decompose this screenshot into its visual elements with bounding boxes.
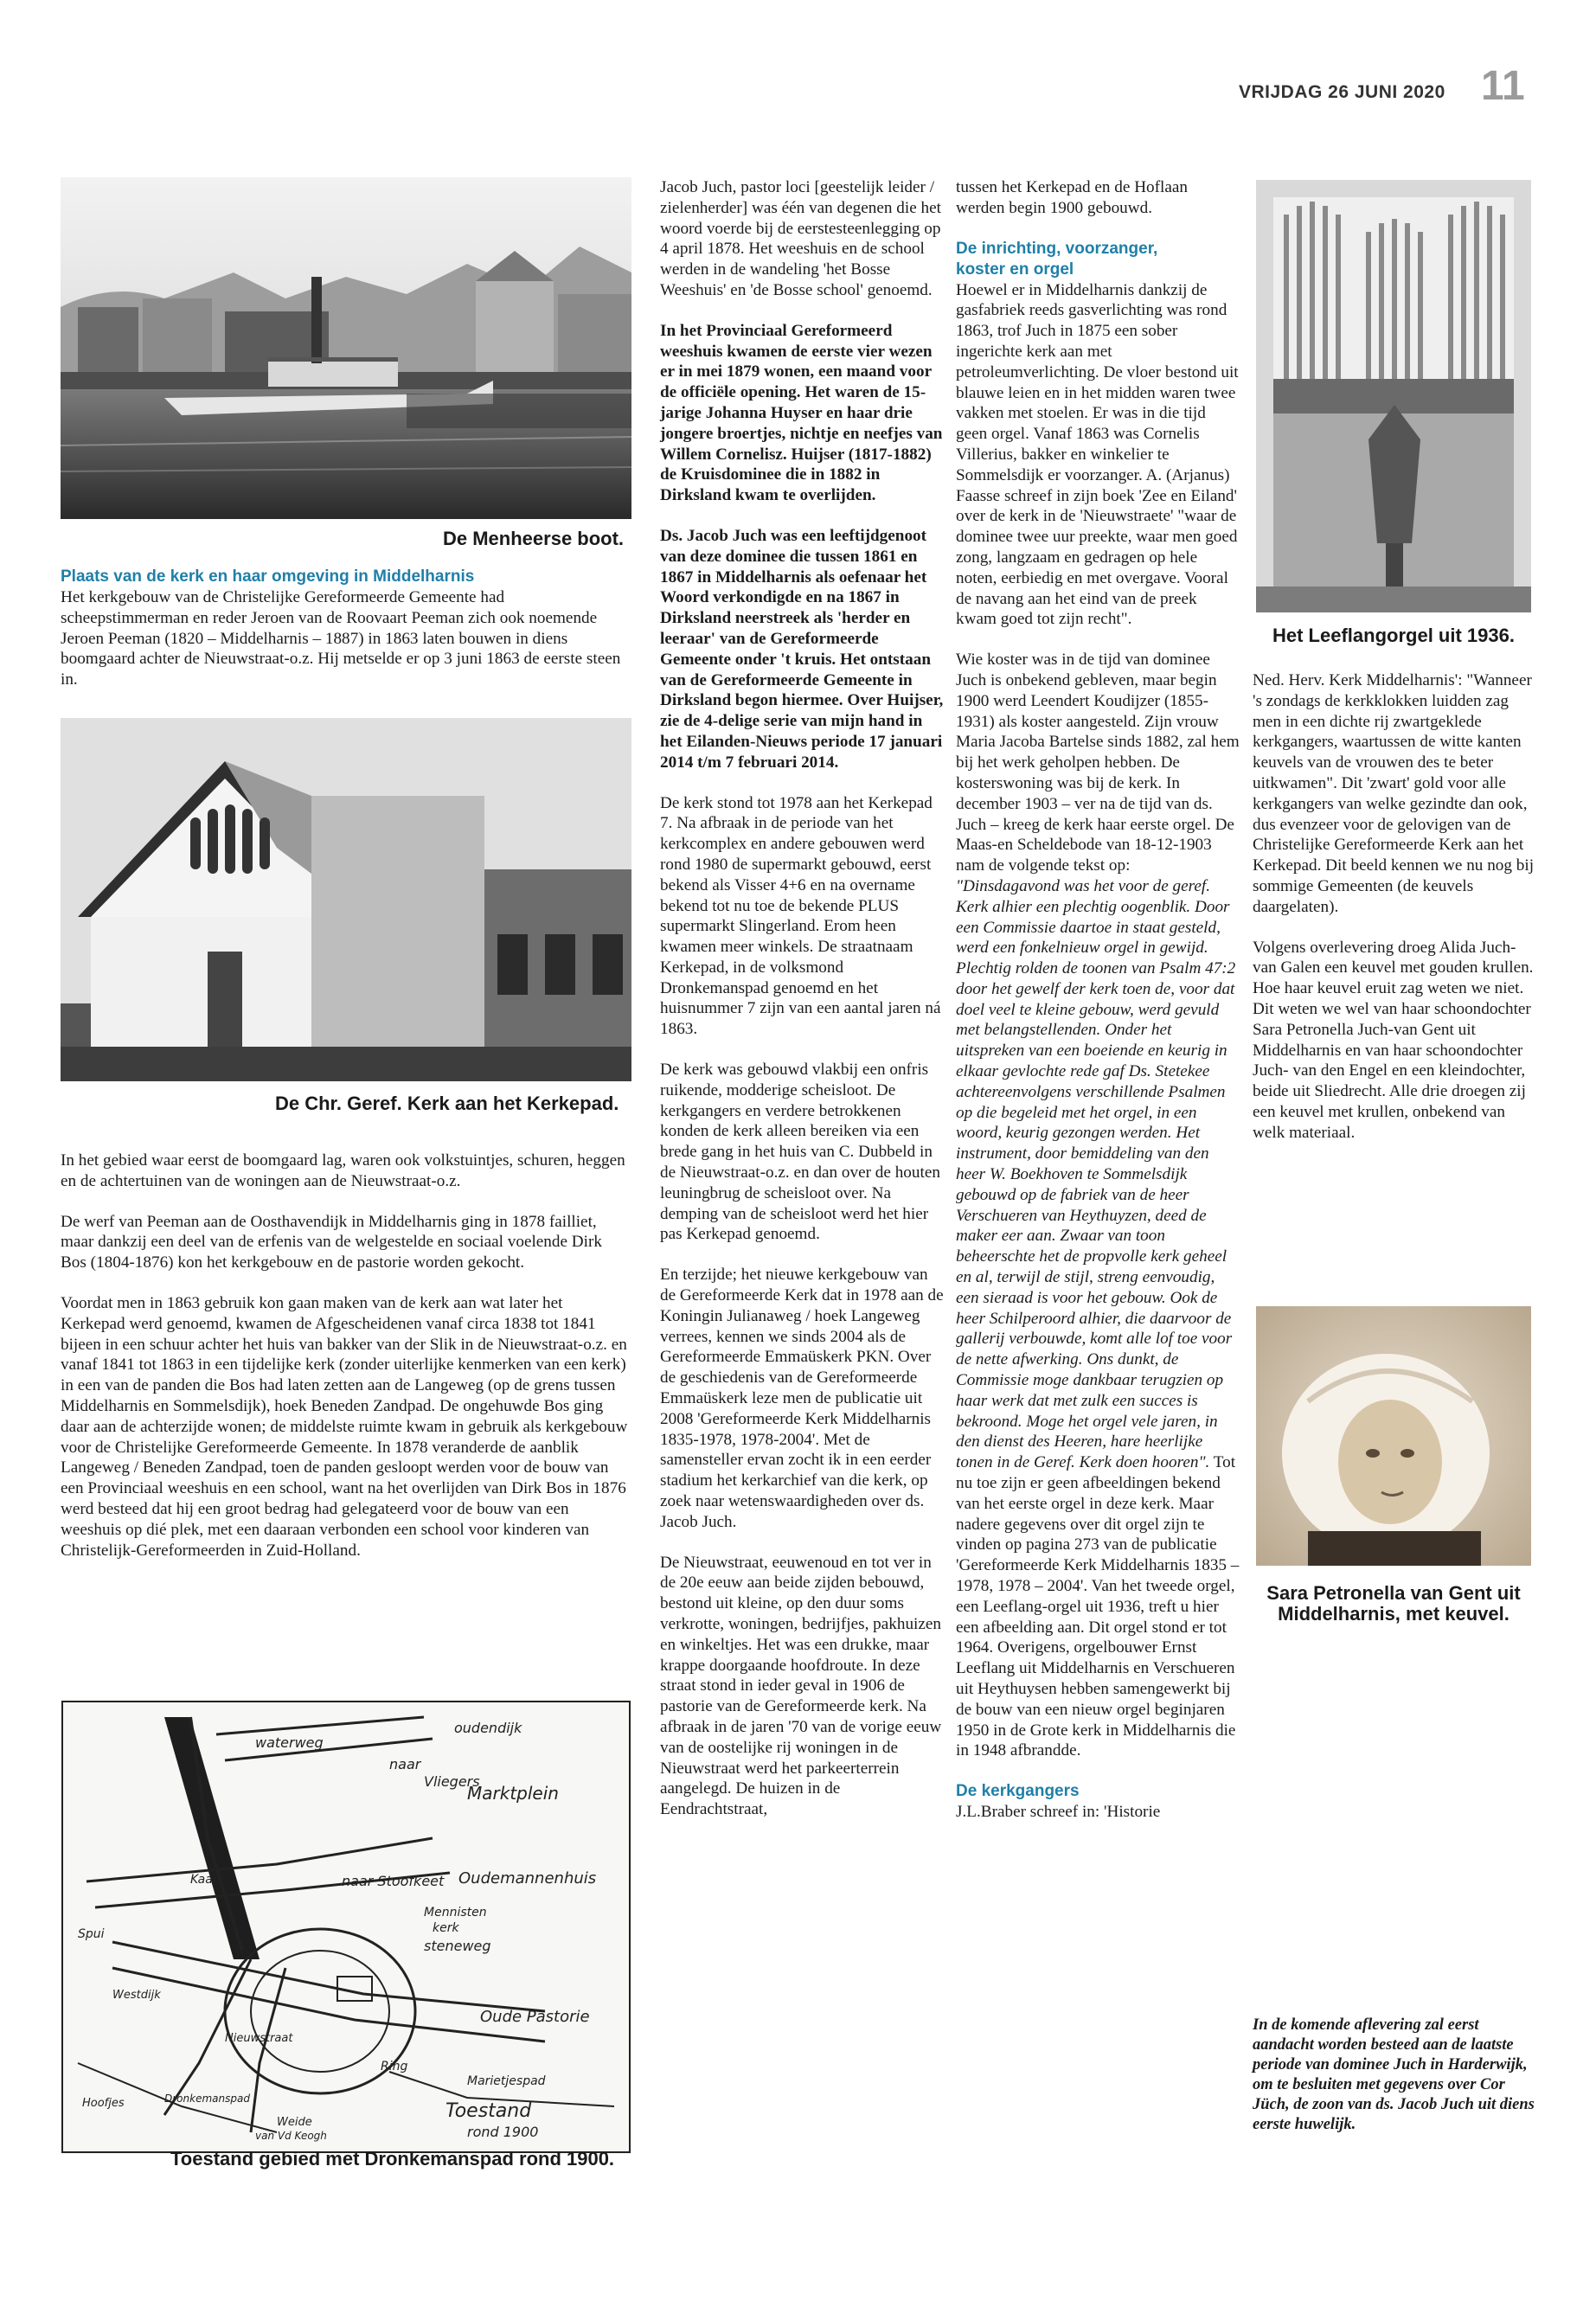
column-1-intro (61, 567, 630, 710)
quote-italic: "Dinsdagavond was het voor de geref. Kerk alhier een plechtig oogenblik. Door een Commissie daartoe in staat gesteld, werd een fonkelnieuw orgel in gewijd. Plechtig rolden de toonen van Psalm 47:2 door het gewelf der kerk toen de, voor dat doel veel te kleine gebouw, werd gevuld met belangstellenden. Onder het uitspreken van een boeiende en keurig in elkaar gevlochte rede gaf Ds. Stetekee achtereenvolgens verschillende Psalmen op die begeleid met het orgel, in een woord, keurig gezongen werden. Het instrument, door bemiddeling van den heer W. Boekhoven te Sommelsdijk gebouwd op de fabriek van de heer Verschueren van Heythuyzen, deed de maker eer aan. Zwaar van toon beheerschte het de propvolle kerk geheel en al, terwijl de stijl, streng eenvoudig, een sieraad is voor het gebouw. Ook de heer Schilperoord alhier, die daarvoor de gallerij verbouwde, komt alle lof toe voor de nette afwerking. Ons dunkt, de Commissie moge dankbaar terugzien op haar werk dat met zulk een succes is bekroond. Moge het orgel vele jaren, in den dienst des Heeren, hare heerlijke tonen in de Geref. Kerk doen hooren". (956, 876, 1236, 1472)
map-label-nieuwstraat: Nieuwstraat (225, 2032, 293, 2045)
paragraph: Wie koster was in de tijd van dominee Juch is onbekend gebleven, maar begin 1900 werd Leendert Koudijzer (1855-1931) als koster aangesteld. Zijn vrouw Maria Jacoba Bartelse sinds 1882, zal hem bij het werk geholpen hebben. De kosterswoning was bij de kerk. In december 1903 – ver na de tijd van ds. Juch – kreeg de kerk haar eerste orgel. De Maas-en Scheldebode van 18-12-1903 nam de volgende tekst op: (956, 651, 1240, 875)
paragraph: En terzijde; het nieuwe kerkgebouw van de Gereformeerde Kerk dat in 1978 aan de Koningin Julianaweg / hoek Langeweg verrees, kennen we sinds 2004 als de Gereformeerde Emmaüskerk PKN. Over de geschiedenis van de Gereformeerde Emmaüskerk leze men de publicatie uit 2008 'Gereformeerde Kerk Middelharnis 1835-1978, 1978-2004'. Met de samensteller ervan zocht ik in een eerder stadium het kerkarchief van die kerk, op zoek naar wetenswaardigheden over ds. Jacob Juch. (660, 1266, 944, 1531)
map-label-oudendijk: oudendijk (454, 1720, 522, 1736)
map-label-kaai: Kaai (190, 1873, 216, 1887)
paragraph-bold: Ds. Jacob Juch was een leeftijdgenoot van deze dominee die tussen 1861 en 1867 in Middelharnis als oefenaar het Woord verkondigde en na 1867 in Dirksland neerstreek als 'herder en leeraar' van de Gereformeerde Gemeente onder 't kruis. Het ontstaan van de Gereformeerde Gemeente in Dirksland begon hiermee. Over Huijser, zie de 4-delige serie van mijn hand in het Eilanden-Nieuws periode 17 januari 2014 t/m 7 februari 2014. (660, 526, 944, 772)
map-label-weide: Weide (277, 2116, 312, 2129)
map-label-kerk: kerk (433, 1921, 459, 1935)
map-label-year: rond 1900 (467, 2124, 539, 2140)
map-label-owner: van Vd Keogh (255, 2130, 327, 2142)
paragraph: De Nieuwstraat, eeuwenoud en tot ver in de 20e eeuw aan beide zijden bebouwd, bestond uit kleine, op den duur soms verkrotte, woningen, bedrijfjes, pakhuizen en winkeltjes. Het was een drukke, maar krappe doorgaande hoofdroute. In deze straat stond in ieder geval in 1906 de pastorie van de Gereformeerde kerk. Na afbraak in de jaren '70 van de vorige eeuw van de oostelijke rij woningen in de Nieuwstraat werd het parkeerterrein aangelegd. De huizen in de Eendrachtstraat, (660, 1553, 942, 1819)
map-label-oude-pastorie: Oude Pastorie (480, 2008, 590, 2026)
map-label-dronkemanspad: Dronkemanspad (164, 2093, 250, 2105)
map-label-toestand: Toestand (445, 2100, 532, 2122)
church-photo (61, 718, 631, 1081)
column-1-body (61, 1150, 630, 1580)
map-label-naar: naar (389, 1756, 421, 1772)
boat-caption: De Menheerse boot. (443, 528, 625, 549)
section-heading-kerkgangers: De kerkgangers (956, 1782, 1080, 1801)
section-heading-inrichting: De inrichting, voorzanger, (956, 239, 1158, 258)
church-caption: De Chr. Geref. Kerk aan het Kerkepad. (275, 1093, 619, 1114)
paragraph: Hoewel er in Middelharnis dankzij de gasfabriek reeds gasverlichting was rond 1863, trof Juch in 1875 een sober ingerichte kerk aan met petroleumverlichting. De vloer bestond uit blauwe leien en in het midden waren twee vakken met stoelen. Er was in die tijd geen orgel. Vanaf 1863 was Cornelis Villerius, bakker en winkelier te Sommelsdijk er voorzanger. A. (Arjanus) Faasse schreef in zijn boek 'Zee en Eiland' over de kerk in de 'Nieuwstraete' "waar de dominee twee uur preekte, waar men goed zong, langzaam en gedragen op hele noten, eerbiedig en met overgave. Vooral de navang aan het eind van de preek kwam goed tot zijn recht". (956, 280, 1239, 629)
map-sketch (61, 1700, 631, 2154)
paragraph: Jacob Juch, pastor loci [geestelijk leider / zielenherder] was één van degenen die het woord voerde bij de eerstesteenlegging op 4 april 1878. Het weeshuis en de school werden in de wandeling 'het Bosse Weeshuis' en 'de Bosse school' genoemd. (660, 178, 941, 299)
column-3 (956, 177, 1240, 1843)
map-caption: Toestand gebied met Dronkemanspad rond 1900. (170, 2148, 615, 2170)
issue-date: VRIJDAG 26 JUNI 2020 (1239, 82, 1445, 102)
map-label-westdijk: Westdijk (112, 1989, 161, 2002)
portrait-caption (1256, 1583, 1531, 1625)
paragraph: J.L.Braber schreef in: 'Historie (956, 1803, 1161, 1822)
portrait-caption-line-2: Middelharnis, met keuvel. (1278, 1603, 1509, 1625)
column-2 (660, 177, 944, 1840)
paragraph: In het gebied waar eerst de boomgaard lag, waren ook volkstuintjes, schuren, heggen en de achtertuinen van de woningen aan de Nieuwstraat-o.z. (61, 1151, 625, 1190)
paragraph: Ned. Herv. Kerk Middelharnis': "Wanneer 's zondags de kerkklokken luidden zag men in een dichte rij zwartgeklede kerkgangers, waartussen de witte kanten keuvels van de vrouwen des te beter uitkwamen". Dit 'zwart' gold voor alle kerkgangers van welke gezindte dan ook, dus evenzeer voor de gelovigen van de Christelijke Gereformeerde Kerk aan het Kerkepad. Dit beeld kennen we nu nog bij sommige Gemeenten (de keuvels daargelaten). (1253, 671, 1535, 916)
paragraph-cont: Tot nu toe zijn er geen afbeeldingen bekend van het eerste orgel in deze kerk. Maar nadere gegevens over dit orgel zijn te vinden op pagina 273 van de publicatie 'Gereformeerde Kerk Middelharnis 1835 – 1978, 1978 – 2004'. Van het tweede orgel, een Leeflang-orgel uit 1936, treft u hier een afbeelding aan. Dit orgel stond er tot 1964. Overigens, orgelbouwer Ernst Leeflang uit Middelharnis en Verschueren uit Heythuysen hebben samengewerkt bij de bouw van een nieuw orgel beginjaren 1950 in de Grote kerk in Middelharnis die in 1948 afbrandde. (956, 1453, 1240, 1760)
paragraph: tussen het Kerkepad en de Hoflaan werden begin 1900 gebouwd. (956, 178, 1188, 217)
paragraph: Het kerkgebouw van de Christelijke Gereformeerde Gemeente had scheepstimmerman en reder Jeroen van de Roovaart Peeman zich ook noemende Jeroen Peeman (1820 – Middelharnis – 1887) in 1863 laten bouwen in diens boomgaard achter de Nieuwstraat-o.z. Hij metselde er op 3 juni 1863 de eerste steen in. (61, 588, 621, 689)
column-4 (1253, 670, 1538, 1163)
section-heading-location: Plaats van de kerk en haar omgeving in Middelharnis (61, 567, 475, 586)
organ-photo (1256, 180, 1531, 612)
map-label-waterweg: waterweg (255, 1734, 324, 1751)
map-label-vliegers: Vliegers (424, 1773, 480, 1790)
boat-photo (61, 177, 631, 519)
portrait-caption-line-1: Sara Petronella van Gent uit (1266, 1582, 1521, 1604)
map-label-marktplein: Marktplein (467, 1783, 559, 1804)
map-label-stoofkeet: naar Stoofkeet (342, 1873, 445, 1889)
section-heading-inrichting-cont: koster en orgel (956, 260, 1074, 279)
map-label-spui: Spui (78, 1927, 105, 1941)
paragraph-bold: In het Provinciaal Gereformeerd weeshuis kwamen de eerste vier wezen er in mei 1879 wonen, een maand voor de officiële opening. Het waren de 15-jarige Johanna Huyser en haar drie jongere broertjes, nichtje en neefjes van Willem Cornelisz. Huijser (1817-1882) de Kruisdominee die in 1882 in Dirksland kwam te overlijden. (660, 321, 943, 505)
map-label-marietjespad: Marietjespad (467, 2074, 546, 2088)
map-label-mennisten: Mennisten (424, 1906, 487, 1920)
closing-note: In de komende aflevering zal eerst aandacht worden besteed aan de laatste periode van dominee Juch in Harderwijk, om te besluiten met gegevens over Cor Jüch, de zoon van ds. Jacob Juch uit diens eerste huwelijk. (1253, 2016, 1535, 2133)
paragraph: De kerk stond tot 1978 aan het Kerkepad 7. Na afbraak in de periode van het kerkcomplex en andere gebouwen werd rond 1980 de supermarkt gebouwd, eerst bekend als Visser 4+6 en na overname bekend tot nu toe de bekende PLUS supermarkt Slingerland. Erom heen kwamen meer winkels. De straatnaam Kerkepad, in de volksmond Dronkemanspad genoemd en het huisnummer 7 zijn van een aantal jaren ná 1863. (660, 793, 941, 1039)
map-label-hoofjes: Hoofjes (82, 2097, 125, 2110)
paragraph: Voordat men in 1863 gebruik kon gaan maken van de kerk aan wat later het Kerkepad werd genoemd, kwamen de Afgescheidenen vanaf circa 1838 tot 1841 bijeen in een schuur achter het huis van bakker van der Slik in de Nieuwstraat-o.z. en vanaf 1841 tot 1863 in een tijdelijke kerk (zonder uiterlijke kenmerken van een kerk) in een van de panden die Bos had laten zetten aan de Langeweg (op de grens tussen Middelharnis en Sommelsdijk), hoek Beneden Zandpad. De ongehuwde Bos ging daar aan de achterzijde wonen; de middelste ruimte kwam in gebruik als kerkgebouw voor de Christelijke Gereformeerde Gemeente. In 1878 veranderde de aanblik Langeweg / Beneden Zandpad, toen de panden gesloopt werden voor de bouw van een Provinciaal weeshuis en een school, want na het overlijden van Dirk Bos in 1876 werd besteed dat hij een groot bedrag had gelegateerd voor de bouw van een weeshuis op dié plek, met een daaraan verbonden een school voor kinderen van Christelijk-Gereformeerden in Zuid-Holland. (61, 1293, 628, 1560)
map-label-oudemannenhuis: Oudemannenhuis (458, 1869, 597, 1888)
paragraph: De werf van Peeman aan de Oosthavendijk in Middelharnis ging in 1878 failliet, maar dankzij een deel van de erfenis van de welgestelde en sociaal voelende Dirk Bos (1804-1876) kon het kerkgebouw en de pastorie worden gekocht. (61, 1212, 602, 1272)
map-label-ring: Ring (381, 2060, 408, 2073)
paragraph: Volgens overlevering droeg Alida Juch-van Galen een keuvel met gouden krullen. Hoe haar keuvel eruit zag weten we niet. Dit weten we wel van haar schoondochter Sara Petronella Juch-van Gent uit Middelharnis en van haar schoondochter Juch- van den Engel en een kleindochter, beide uit Sliedrecht. Alle drie droegen zij een keuvel met krullen, onbekend van welk materiaal. (1253, 938, 1534, 1142)
organ-caption: Het Leeflangorgel uit 1936. (1272, 625, 1515, 646)
paragraph: De kerk was gebouwd vlakbij een onfris ruikende, modderige scheisloot. De kerkgangers en verdere betrokkenen konden de kerk alleen bereiken via een brede gang in het huis van C. Dubbeld in de Nieuwstraat-o.z. en dan over de houten leuningbrug de scheisloot over. Na demping van de scheisloot werd het hier pas Kerkepad genoemd. (660, 1061, 940, 1244)
page-number: 11 (1481, 63, 1525, 109)
map-label-steneweg: steneweg (424, 1938, 491, 1954)
portrait-photo (1256, 1306, 1531, 1566)
